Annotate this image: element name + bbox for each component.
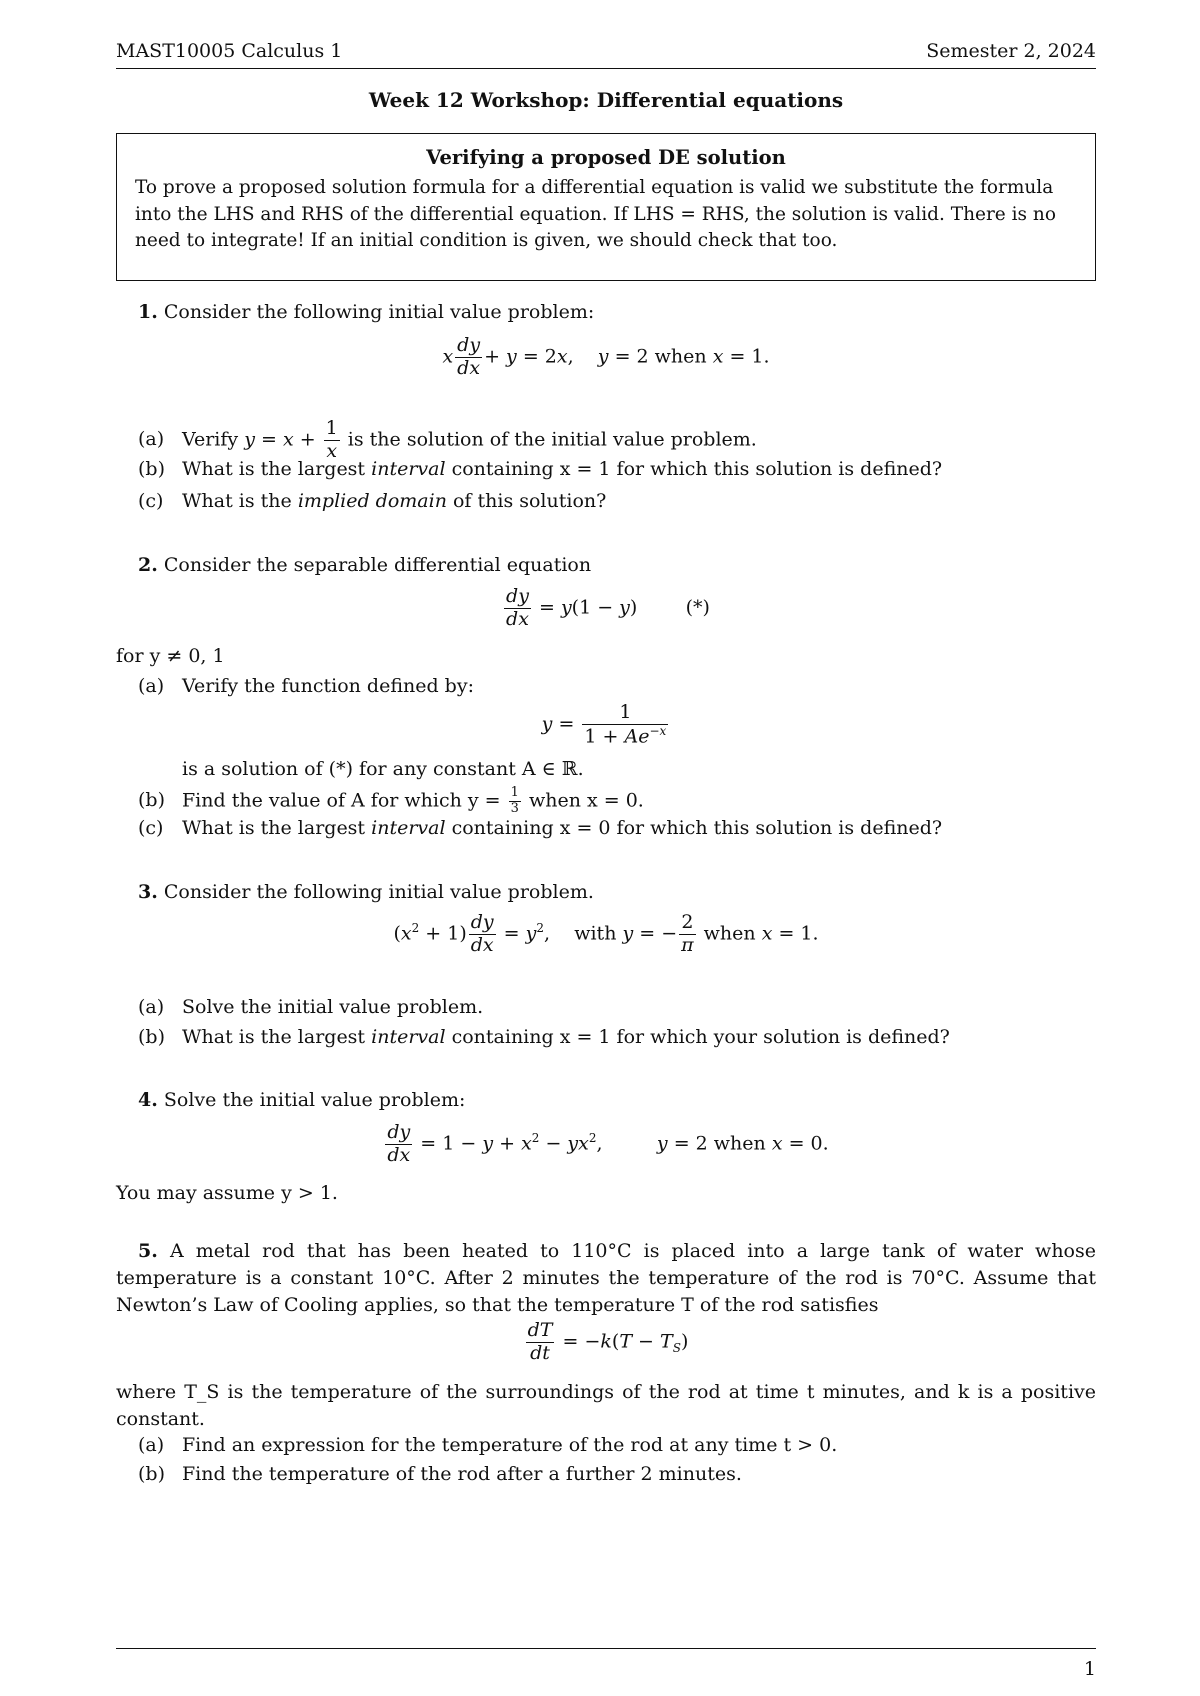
page-number: 1 (1083, 1658, 1096, 1680)
question-1-intro (138, 299, 594, 326)
question-text: A metal rod that has been heated to 110°C is placed into a large tank of water whose temperature is a constant 10°C. After 2 minutes the temperature of the rod is 70°C. Assume that Newton’s Law of Cooling applies, so that the temperature T of the rod satisfies (116, 1240, 1096, 1316)
question-3b: (b) What is the largest interval containing x = 1 for which your solution is defined? (138, 1024, 950, 1051)
part-label: (b) (138, 789, 165, 812)
question-text: Consider the following initial value problem: (163, 301, 595, 323)
question-5b: (b) Find the temperature of the rod after a further 2 minutes. (138, 1461, 742, 1488)
part-label: (a) (138, 428, 165, 451)
question-5a: (a) Find an expression for the temperature of the rod at any time t > 0. (138, 1432, 837, 1459)
question-text: Solve the initial value problem: (163, 1089, 466, 1111)
question-text: Consider the separable differential equation (163, 554, 592, 576)
part-label: (a) (138, 675, 165, 697)
page-title: Week 12 Workshop: Differential equations (368, 88, 844, 112)
question-2-condition: for y ≠ 0, 1 (116, 645, 225, 667)
part-label: (c) (138, 490, 164, 512)
part-label: (b) (138, 1026, 165, 1048)
question-5-where: where T_S is the temperature of the surroundings of the rod at time t minutes, and k is a positive constant. (116, 1381, 1096, 1430)
question-text: Consider the following initial value problem. (163, 881, 594, 903)
part-label: (a) (138, 1434, 165, 1456)
question-2a-continuation: is a solution of (*) for any constant A ∈ ℝ. (182, 758, 584, 780)
footer-divider (116, 1648, 1096, 1649)
part-label: (a) (138, 996, 165, 1018)
question-1-equation: x $\frac{dy}{dx}$ + y = 2x, y = 2 when x = 1. (442, 334, 770, 379)
question-1a: (a) Verify y = x + $\frac{1}{x}$ is the solution of the initial value problem. (138, 417, 757, 462)
question-number: 4. (138, 1089, 158, 1111)
info-box-body: To prove a proposed solution formula for a differential equation is valid we substitute the formula into the LHS and RHS of the differential equation. If LHS = RHS, the solution is valid. There is no need to integrate! If an initial condition is given, we should check that too. (135, 177, 1056, 251)
question-2-equation: $\frac{dy}{dx}$ = y(1 − y) (*) (506, 585, 710, 630)
info-box-title: Verifying a proposed DE solution (426, 146, 786, 169)
page-header (116, 38, 1096, 69)
question-2c: (c) What is the largest interval containing x = 0 for which this solution is defined? (138, 815, 942, 842)
question-1b: (b) What is the largest interval containing x = 1 for which this solution is defined? (138, 456, 942, 483)
info-box (116, 133, 1096, 281)
question-3a: (a) Solve the initial value problem. (138, 994, 483, 1021)
equation-tag: (*) (685, 596, 710, 619)
semester-label: Semester 2, 2024 (926, 40, 1096, 62)
question-3-intro (138, 879, 594, 906)
question-number: 2. (138, 554, 158, 576)
question-2a: (a) Verify the function defined by: (138, 673, 474, 700)
part-label: (b) (138, 458, 165, 480)
part-label: (c) (138, 817, 164, 839)
question-2-intro (138, 552, 591, 579)
question-4-equation: $\frac{dy}{dx}$ = $1 - y + x^2 - yx^2$, y = 2 when x = 0. (387, 1121, 829, 1166)
question-4-intro (138, 1087, 465, 1114)
question-2a-equation: y = $\frac{1}{1 + Ae^{-x}}$ (541, 701, 667, 748)
question-2b: (b) Find the value of A for which y = $\frac{1}{3}$ when x = 0. (138, 785, 644, 816)
worksheet-page (116, 0, 1096, 1696)
question-number: 1. (138, 301, 158, 323)
question-number: 5. (138, 1240, 158, 1262)
course-code: MAST10005 Calculus 1 (116, 40, 343, 62)
question-3-equation: $(x^2 + 1)$ $\frac{dy}{dx}$ = $y^2$, with y = − $\frac{2}{\pi}$ when x = 1. (393, 911, 819, 956)
part-label: (b) (138, 1463, 165, 1485)
question-5-equation: $\frac{dT}{dt}$ = $-k(T - T_S)$ (527, 1319, 689, 1364)
question-number: 3. (138, 881, 158, 903)
question-1c: (c) What is the implied domain of this solution? (138, 488, 606, 515)
question-5-intro (116, 1238, 1096, 1319)
question-4-assumption: You may assume y > 1. (116, 1182, 338, 1204)
